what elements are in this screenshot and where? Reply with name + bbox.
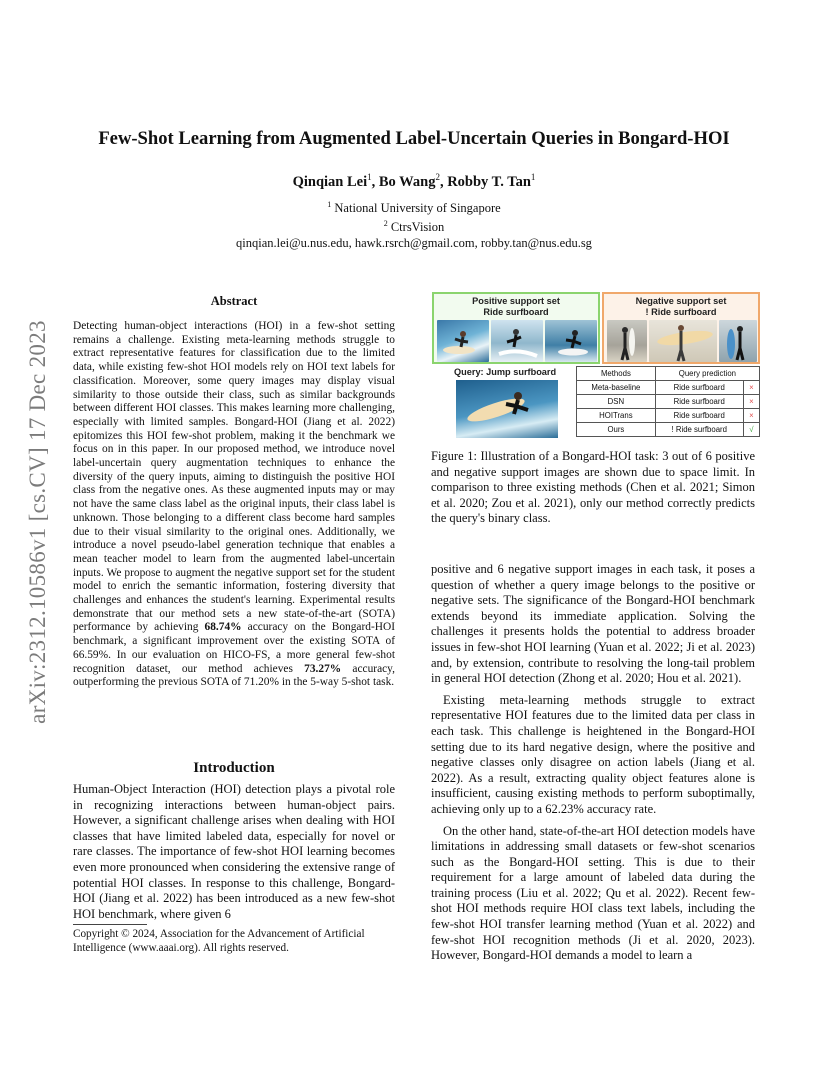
- negative-support-panel: [602, 292, 760, 364]
- abstract-highlight: 68.74%: [204, 621, 242, 634]
- positive-support-image: [491, 320, 543, 362]
- negative-title-line: ! Ride surfboard: [645, 306, 717, 317]
- negative-support-image: [719, 320, 757, 362]
- table-row: [577, 395, 760, 409]
- query-image: [456, 380, 558, 438]
- affiliation: [60, 197, 768, 216]
- prediction-cell: Ride surfboard: [655, 381, 743, 395]
- author-affil-mark: 1: [530, 172, 536, 182]
- affil-mark: 1: [327, 200, 332, 209]
- author-affil-mark: 1: [367, 172, 372, 182]
- body-paragraph: positive and 6 negative support images in each task, it poses a question of whether a query image belongs to the positive or negative sets. The significance of the Bongard-HOI benchmark extends beyond its immediate application. Solving the challenges it presents holds the potential to address broader issues in few-shot HOI learning (Yuan et al. 2022; Ji et al. 2023) and, by extension, contribute to resolving the long-tail problem in general HOI detection (Zhong et al. 2020; Hou et al. 2021).: [431, 562, 755, 686]
- abstract-heading: Abstract: [210, 294, 258, 308]
- positive-support-image: [545, 320, 597, 362]
- prediction-cell: Ride surfboard: [655, 409, 743, 423]
- figure-caption: Figure 1: Illustration of a Bongard-HOI task: 3 out of 6 positive and negative support images are shown due to space limit. In comparison to three existing methods (Chen et al. 2021; Simon et al. 2020; Zou et al. 2021), only our method correctly predicts the query's binary class.: [431, 449, 755, 526]
- author-separator: ,: [371, 173, 379, 190]
- footnote-divider: [73, 924, 147, 925]
- abstract-text: accuracy on the Bongard-HOI benchmark, a significant improvement over the existing SOTA of 66.59%. In our evaluation on HICO-FS, a more general few-shot recognition dataset, our method achieves: [73, 621, 395, 675]
- table-header: Query prediction: [655, 367, 759, 381]
- prediction-cell: ! Ride surfboard: [655, 423, 743, 437]
- figure-1: [432, 292, 760, 442]
- introduction-heading: Introduction: [193, 760, 275, 776]
- abstract-body: [73, 320, 395, 690]
- author-name: Bo Wang: [378, 173, 436, 190]
- positive-title-line: Ride surfboard: [483, 306, 549, 317]
- check-mark-icon: √: [743, 423, 759, 437]
- negative-title-line: Negative support set: [635, 296, 727, 306]
- method-cell: Ours: [577, 423, 656, 437]
- table-row: [577, 423, 760, 437]
- arxiv-identifier: [20, 282, 56, 762]
- positive-support-image: [437, 320, 489, 362]
- positive-title-line: Positive support set: [472, 296, 560, 306]
- table-row: [577, 409, 760, 423]
- affil-mark: 2: [383, 219, 388, 229]
- author-separator: ,: [439, 173, 448, 190]
- introduction-body: Human-Object Interaction (HOI) detection plays a pivotal role in recognizing interactions between human-object pairs. However, a significant challenge arises when dealing with HOI classes that have limited labeled data, especially for novel or rare classes. The importance of few-shot HOI learning becomes even more pronounced when considering the extensive range of potential HOI classes. In response to this challenge, Bongard-HOI (Jiang et al. 2022) has been introduced as a new few-shot HOI benchmark, where given 6: [73, 782, 395, 921]
- wrong-mark-icon: ×: [743, 409, 759, 423]
- positive-panel-title: [434, 296, 598, 317]
- prediction-cell: Ride surfboard: [655, 395, 743, 409]
- copyright-footnote: Copyright © 2024, Association for the Advancement of Artificial Intelligence (www.aaai.org). All rights reserved.: [73, 928, 365, 954]
- table-row: [577, 381, 760, 395]
- positive-support-panel: [432, 292, 600, 364]
- affil-text: National University of Singapore: [334, 201, 501, 216]
- paper-title: Few-Shot Learning from Augmented Label-Uncertain Queries in Bongard-HOI: [98, 128, 730, 149]
- negative-support-image: [607, 320, 647, 362]
- wrong-mark-icon: ×: [743, 381, 759, 395]
- arxiv-identifier-text: arXiv:2312.10586v1 [cs.CV] 17 Dec 2023: [25, 320, 50, 724]
- negative-support-image: [649, 320, 717, 362]
- affiliations: [60, 197, 768, 251]
- table-header: Methods: [577, 367, 656, 381]
- query-label: Query: Jump surfboard: [454, 367, 557, 377]
- abstract-highlight: 73.27%: [304, 662, 342, 675]
- author-name: Qinqian Lei: [292, 173, 368, 190]
- abstract-text: accuracy, outperforming the previous SOTA of 71.20% in the 5-way 5-shot task.: [73, 662, 395, 689]
- author-name: Robby T. Tan: [447, 173, 531, 190]
- prediction-table: [576, 366, 760, 437]
- abstract-text: Detecting human-object interactions (HOI) in a few-shot setting remains a challenge. Existing meta-learning methods struggle to extract representative features for classification due to the limited data, while existing few-shot HOI models rely on HOI text labels for classification. Moreover, some query images may display visual similarity to those outside their class, such as similar backgrounds between different HOI classes. This makes learning more challenging, especially with limited samples. Bongard-HOI (Jiang et al. 2022) epitomizes this HOI few-shot problem, making it the benchmark we focus on in this paper. In our proposed method, we introduce novel label-uncertain query augmentation techniques to enhance the diversity of the query inputs, aiming to distinguish the positive HOI class from the negative ones. As these augmented inputs may or may not have the same class label as the original inputs, their class label is unknown. Those belonging to a different class become hard samples due to their visual similarity to the original ones. Additionally, we introduce a novel pseudo-label generation technique that enables a mean teacher model to learn from the augmented label-uncertain inputs. We propose to augment the negative support set for the student model to enrich the semantic information, fostering diversity that challenges and enhances the student's learning. Experimental results demonstrate that our method sets a new state-of-the-art (SOTA) performance by achieving: [73, 320, 395, 634]
- method-cell: DSN: [577, 395, 656, 409]
- negative-panel-title: [604, 296, 758, 317]
- author-affil-mark: 2: [435, 172, 440, 182]
- method-cell: HOITrans: [577, 409, 656, 423]
- method-cell: Meta-baseline: [577, 381, 656, 395]
- body-paragraph: On the other hand, state-of-the-art HOI detection models have limitations in addressing small datasets or few-shot scenarios such as the Bongard-HOI setting. This is due to their requirement for a large amount of labeled data during the training process (Liu et al. 2022; Qu et al. 2022). Recent few-shot HOI methods require HOI class text labels, including the few-shot HOI transfer learning method (Yuan et al. 2022) and few-shot HOI recognition methods (Ji et al. 2020, 2023). However, Bongard-HOI demands a model to learn a: [431, 823, 755, 963]
- author-emails: qinqian.lei@u.nus.edu, hawk.rsrch@gmail.com, robby.tan@nus.edu.sg: [236, 236, 592, 251]
- affiliation: [60, 216, 768, 235]
- wrong-mark-icon: ×: [743, 395, 759, 409]
- right-column-body: [431, 562, 755, 970]
- affil-text: CtrsVision: [390, 220, 445, 235]
- table-header-row: [577, 367, 760, 381]
- author-list: [60, 172, 768, 191]
- body-paragraph: Existing meta-learning methods struggle to extract representative HOI features due to the limited data per class in each task. This challenge is heightened in the Bongard-HOI setting due to its hard negative design, where the positive and negative classes only disagree on action labels (Jiang et al. 2022). As a result, extracting quality object features alone is insufficient, causing existing methods to perform suboptimally, achieving only up to a 62.23% accuracy rate.: [431, 692, 755, 816]
